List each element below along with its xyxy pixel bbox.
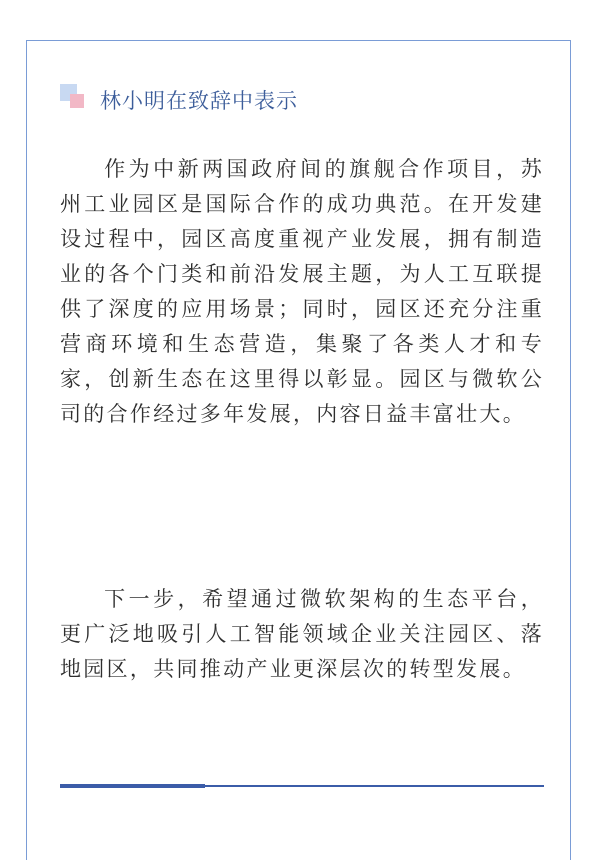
pink-square-icon	[70, 94, 84, 108]
paragraph-1	[60, 152, 544, 432]
paragraph-2	[60, 582, 544, 687]
divider-accent-bar	[60, 784, 205, 788]
heading-text: 林小明在致辞中表示	[100, 89, 298, 113]
paragraph-1-text: 作为中新两国政府间的旗舰合作项目，苏州工业园区是国际合作的成功典范。在开发建设过程中，园区高度重视产业发展，拥有制造业的各个门类和前沿发展主题，为人工互联提供了深度的应用场景；同时，园区还充分注重营商环境和生态营造，集聚了各类人才和专家，创新生态在这里得以彰显。园区与微软公司的合作经过多年发展，内容日益丰富壮大。	[60, 157, 544, 426]
decorative-squares-icon	[60, 84, 92, 116]
paragraph-2-text: 下一步，希望通过微软架构的生态平台，更广泛地吸引人工智能领域企业关注园区、落地园区，共同推动产业更深层次的转型发展。	[60, 587, 544, 681]
bottom-divider	[60, 784, 544, 788]
section-heading	[60, 82, 298, 118]
